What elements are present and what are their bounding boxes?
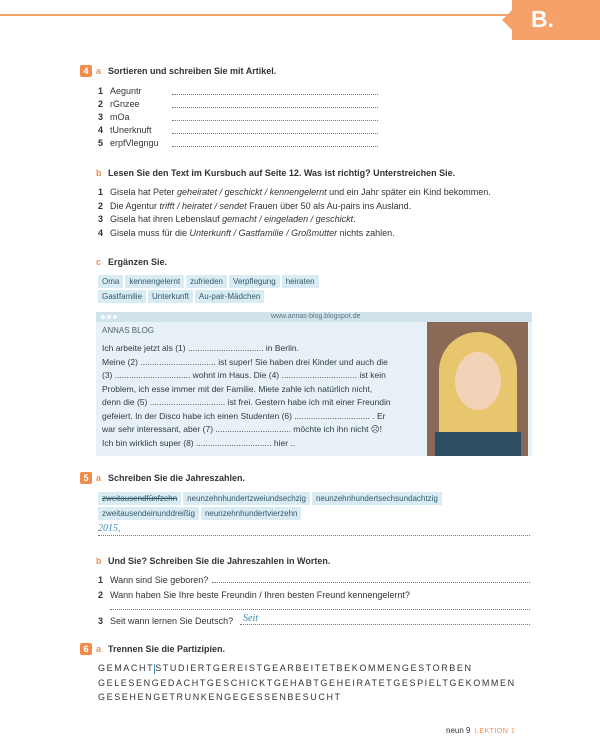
blog-panel [96,312,532,456]
answer-line[interactable] [212,582,530,583]
answer-line[interactable] [98,535,530,536]
word-box [98,492,518,508]
task-letter: a [96,473,102,483]
option-choices[interactable]: geheiratet / geschickt / kennengelernt [177,187,327,197]
section-label: B. [531,6,554,32]
word-chip: neunzehnhundertvierzehn [201,507,302,520]
task-letter: b [96,168,102,178]
word-chip: kennengelernt [125,275,184,288]
word-chip: Gastfamilie [98,290,146,303]
question-1: 1 Wann sind Sie geboren? [98,575,209,585]
task-letter: a [96,66,102,76]
statement-item: 1 Gisela hat Peter geheiratet / geschickt / kennengelernt und ein Jahr später ein Kind bekommen. [98,187,491,197]
statement-item: 2 Die Agentur trifft / heiratet / sendet Frauen über 50 als Au-pairs ins Ausland. [98,200,412,211]
answer-line[interactable] [110,609,530,610]
exercise-number: 5 [80,472,92,484]
word-chip: Au-pair-Mädchen [195,290,264,303]
word-chip: Verpflegung [229,275,280,288]
lesson-label: LEKTION 1 [474,728,516,735]
browser-bar [96,312,532,322]
handwritten-answer: Seit [243,613,258,624]
word-chip: zufrieden [186,275,227,288]
option-choices[interactable]: Unterkunft / Gastfamilie / Großmutter [189,227,338,238]
blog-photo [427,322,528,456]
statement-item: 3 Gisela hat ihren Lebenslauf gemacht / eingeladen / geschickt. [98,214,356,224]
word-box [98,290,518,306]
task-title: Trennen Sie die Partizipien. [108,644,226,654]
handwritten-answer: 2015, [98,523,121,534]
blog-line: war sehr interessant, aber (7) ................................ möchte ich ihn nicht ☹! [102,424,383,434]
task-title: Und Sie? Schreiben Sie die Jahreszahlen in Worten. [108,556,331,566]
question-2: 2 Wann haben Sie Ihre beste Freundin / Ihren besten Freund kennengelernt? [98,590,410,600]
page-footer [446,726,515,735]
blog-title: ANNAS BLOG [102,326,155,335]
word-chip: neunzehnhundertsechsundachtzig [312,492,442,505]
task-title: Schreiben Sie die Jahreszahlen. [108,473,246,483]
task-letter: b [96,556,102,566]
blog-line: denn die (5) ................................ ist frei. Gestern habe ich mit einer Freundin [102,397,391,407]
blog-line: Ich bin wirklich super (8) ................................ hier .. [102,437,296,448]
section-chip [512,0,600,40]
task-title: Lesen Sie den Text im Kursbuch auf Seite 12. Was ist richtig? Unterstreichen Sie. [108,168,456,178]
word-item: 5 erpfVlegngu [98,138,159,148]
option-choices[interactable]: trifft / heiratet / sendet [159,200,247,211]
blog-line: Ich arbeite jetzt als (1) ................................ in Berlin. [102,343,299,353]
word-chip: Oma [98,275,123,288]
struck-word: zweitausendfünfzehn [98,492,181,505]
word-chip: heiraten [282,275,319,288]
letter-chain: GEMACHTSTUDIERTGEREISTGEARBEITETBEKOMMENGESTORBEN [98,663,473,673]
task-title: Sortieren und schreiben Sie mit Artikel. [108,66,277,76]
letter-chain: GESEHENGETRUNKENGEGESSENBESUCHT [98,692,342,702]
answer-line[interactable] [172,133,378,134]
header-rule [0,14,520,16]
blog-line: Meine (2) ................................ ist super! Sie haben drei Kinder und auch die [102,356,388,367]
answer-line[interactable] [172,146,378,147]
blog-line: (3) ................................ wohnt im Haus. Die (4) ................................ ist kein [102,370,386,380]
blog-url: www.annas-blog.blogspot.de [271,313,361,320]
word-chip: neunzehnhundertzweiundsechzig [183,492,310,505]
task-letter: c [96,257,102,267]
answer-line[interactable] [172,94,378,95]
word-chip: Unterkunft [148,290,193,303]
statement-item: 4 Gisela muss für die Unterkunft / Gastfamilie / Großmutter nichts zahlen. [98,227,395,238]
word-item: 4 tUnerknuft [98,125,152,135]
word-item: 2 rGnzee [98,99,140,109]
task-title: Ergänzen Sie. [108,257,168,267]
word-item: 1 Aeguntr [98,86,142,96]
word-box [98,507,518,523]
blog-text [102,342,424,450]
word-chip: zweitausendeinunddreißig [98,507,199,520]
task-letter: a [96,644,102,654]
question-3: 3 Seit wann lernen Sie Deutsch? [98,616,234,626]
word-item: 3 mOa [98,112,130,122]
exercise-number: 6 [80,643,92,655]
page-number: neun 9 [446,726,471,735]
answer-line[interactable] [172,107,378,108]
answer-line[interactable] [240,624,530,625]
exercise-number: 4 [80,65,92,77]
letter-chain: GELESENGEDACHTGESCHICKTGEHABTGEHEIRATETGESPIELTGEKOMMEN [98,678,516,688]
blog-line: Problem, ich esse immer mit der Familie. Miete zahle ich natürlich nicht, [102,383,373,394]
blog-line: gefeiert. In der Disco habe ich einen Studenten (6) ................................ . Er [102,410,386,421]
word-box [98,275,518,291]
answer-line[interactable] [172,120,378,121]
option-choices[interactable]: gemacht / eingeladen / geschickt [222,214,354,224]
